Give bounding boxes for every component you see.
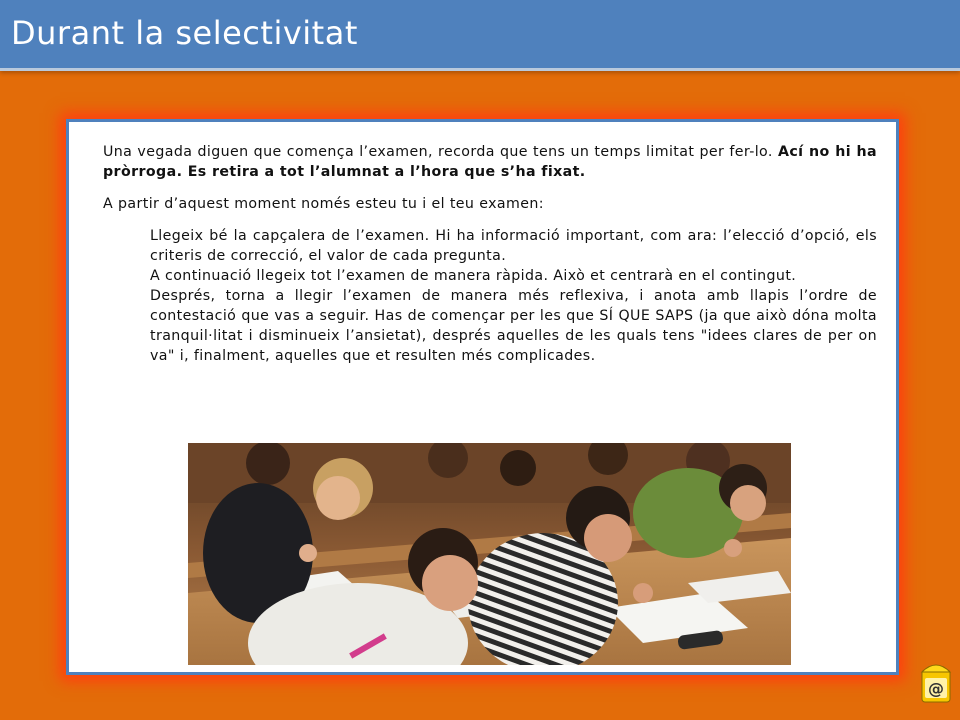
intro-bold-text: Ací no hi ha pròrroga. Es retira a tot l’alumnat a l’hora que s’ha fixat. [103, 144, 878, 180]
slide-title: Durant la selectivitat [11, 14, 358, 52]
logo-glyph: @ [928, 679, 944, 698]
title-bar [0, 0, 960, 71]
intro-paragraph [103, 142, 877, 182]
mailbox-at-icon [919, 658, 953, 704]
step-1-paragraph: Llegeix bé la capçalera de l’examen. Hi ha informació important, com ara: l’elecció d’opció, els criteris de correcció, el valor de cada pregunta. [150, 228, 877, 264]
content-card [66, 119, 899, 675]
intro-plain-text: Una vegada diguen que comença l’examen, recorda que tens un temps limitat per fer-lo. [103, 144, 778, 160]
moment-paragraph: A partir d’aquest moment només esteu tu i el teu examen: [103, 196, 544, 212]
exam-classroom-photo [188, 443, 791, 665]
step-3-paragraph: Després, torna a llegir l’examen de manera més reflexiva, i anota amb llapis l’ordre de contestació que vas a seguir. Has de començar per les que SÍ QUE SAPS (ja que això dóna molta tranquil·litat i disminueix l’ansietat), després aquelles de les quals tens "idees clares de per on va" i, finalment, aquelles que et resulten més complicades. [150, 288, 877, 364]
step-2-paragraph: A continuació llegeix tot l’examen de manera ràpida. Això et centrarà en el contingut. [150, 268, 797, 284]
content-text [103, 142, 877, 366]
